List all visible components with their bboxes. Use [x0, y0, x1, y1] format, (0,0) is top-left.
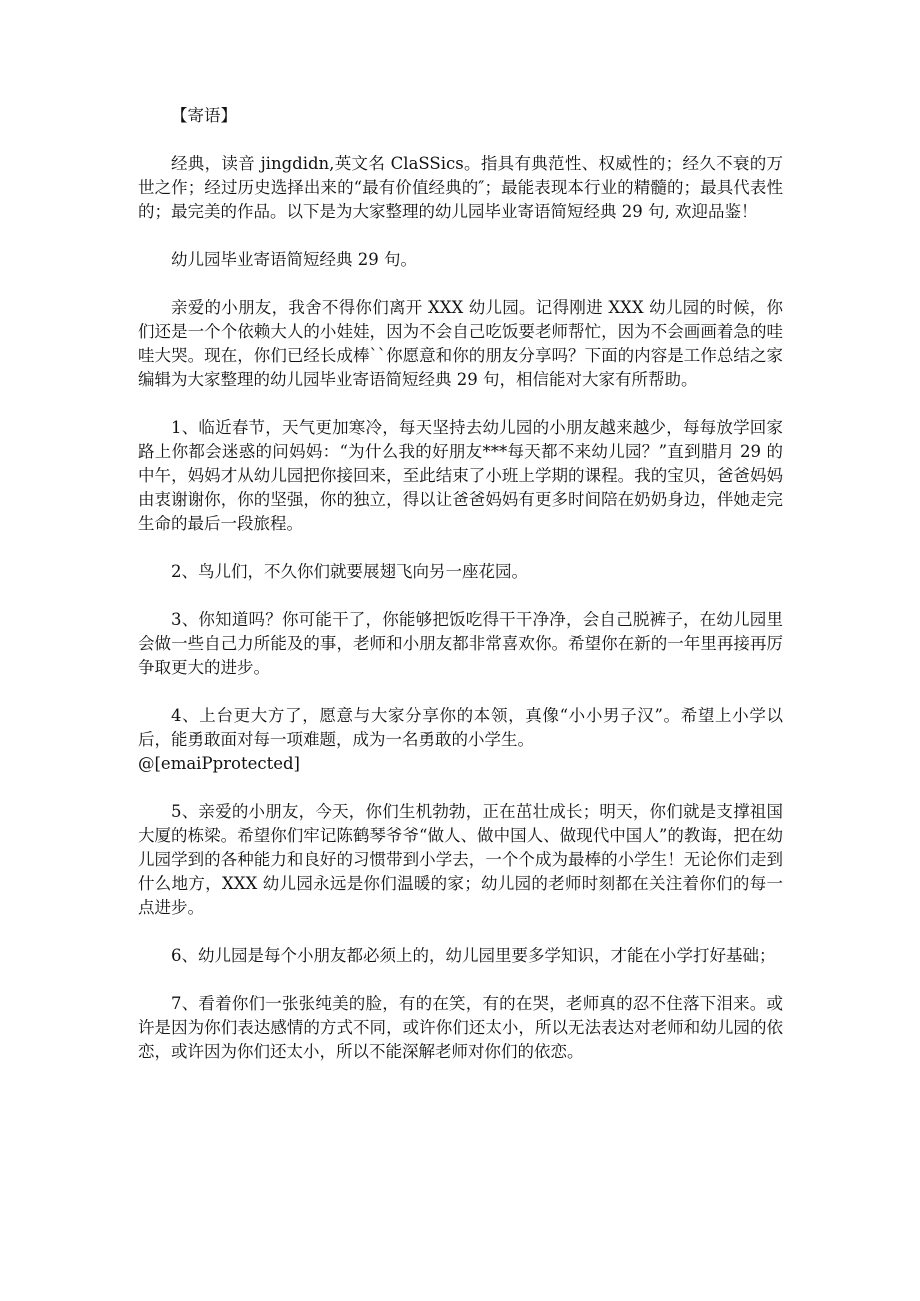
item-4-paragraph: 4、上台更大方了，愿意与大家分享你的本领，真像“小小男子汉”。希望上小学以后，能勇敢面对每一项难题，成为一名勇敢的小学生。	[138, 706, 783, 749]
subtitle-paragraph: 幼儿园毕业寄语简短经典 29 句。	[171, 250, 417, 269]
item-6-paragraph: 6、幼儿园是每个小朋友都必须上的，幼儿园里要多学知识，才能在小学打好基础；	[171, 946, 776, 965]
email-protected-line: @[emaiPprotected]	[138, 754, 300, 773]
item-1-paragraph: 1、临近春节，天气更加寒冷，每天坚持去幼儿园的小朋友越来越少，每每放学回家路上你都会迷惑的问妈妈：“为什么我的好朋友***每天都不来幼儿园？”直到腊月 29 的中午，妈妈才从幼儿园把你接回来，至此结束了小班上学期的课程。我的宝贝，爸爸妈妈由衷谢谢你，你的坚强，你的独立，得以让爸爸妈妈有更多时间陪在奶奶身边，伴她走完生命的最后一段旅程。	[138, 418, 783, 533]
item-3-paragraph: 3、你知道吗？你可能干了，你能够把饭吃得干干净净，会自己脱裤子，在幼儿园里会做一些自己力所能及的事，老师和小朋友都非常喜欢你。希望你在新的一年里再接再厉争取更大的进步。	[138, 610, 783, 677]
intro-paragraph: 经典，读音 jingdidn,英文名 ClaSSics。指具有典范性、权威性的；经久不衰的万世之作；经过历史选择出来的“最有价值经典的″；最能表现本行业的精髓的；最具代表性的；最完美的作品。以下是为大家整理的幼儿园毕业寄语简短经典 29 句, 欢迎品鉴！	[138, 154, 783, 221]
item-5-paragraph: 5、亲爱的小朋友，今天，你们生机勃勃，正在茁壮成长；明天，你们就是支撑祖国大厦的栋梁。希望你们牢记陈鹤琴爷爷“做人、做中国人、做现代中国人”的教诲，把在幼儿园学到的各种能力和良好的习惯带到小学去，一个个成为最棒的小学生！无论你们走到什么地方，XXX 幼儿园永远是你们温暖的家；幼儿园的老师时刻都在关注着你们的每一点进步。	[138, 802, 783, 917]
opening-paragraph: 亲爱的小朋友，我舍不得你们离开 XXX 幼儿园。记得刚进 XXX 幼儿园的时候，你们还是一个个依赖大人的小娃娃，因为不会自己吃饭要老师帮忙，因为不会画画着急的哇哇大哭。现在，你们已经长成棒``你愿意和你的朋友分享吗？下面的内容是工作总结之家编辑为大家整理的幼儿园毕业寄语简短经典 29 句，相信能对大家有所帮助。	[138, 298, 783, 389]
document-heading: 【寄语】	[171, 106, 237, 125]
document-body	[138, 104, 783, 1088]
item-7-paragraph: 7、看着你们一张张纯美的脸，有的在笑，有的在哭，老师真的忍不住落下泪来。或许是因为你们表达感情的方式不同，或许你们还太小，所以无法表达对老师和幼儿园的依恋，或许因为你们还太小，所以不能深解老师对你们的依恋。	[138, 994, 783, 1061]
item-2-paragraph: 2、鸟儿们，不久你们就要展翅飞向另一座花园。	[171, 562, 528, 581]
spacer	[138, 776, 783, 800]
